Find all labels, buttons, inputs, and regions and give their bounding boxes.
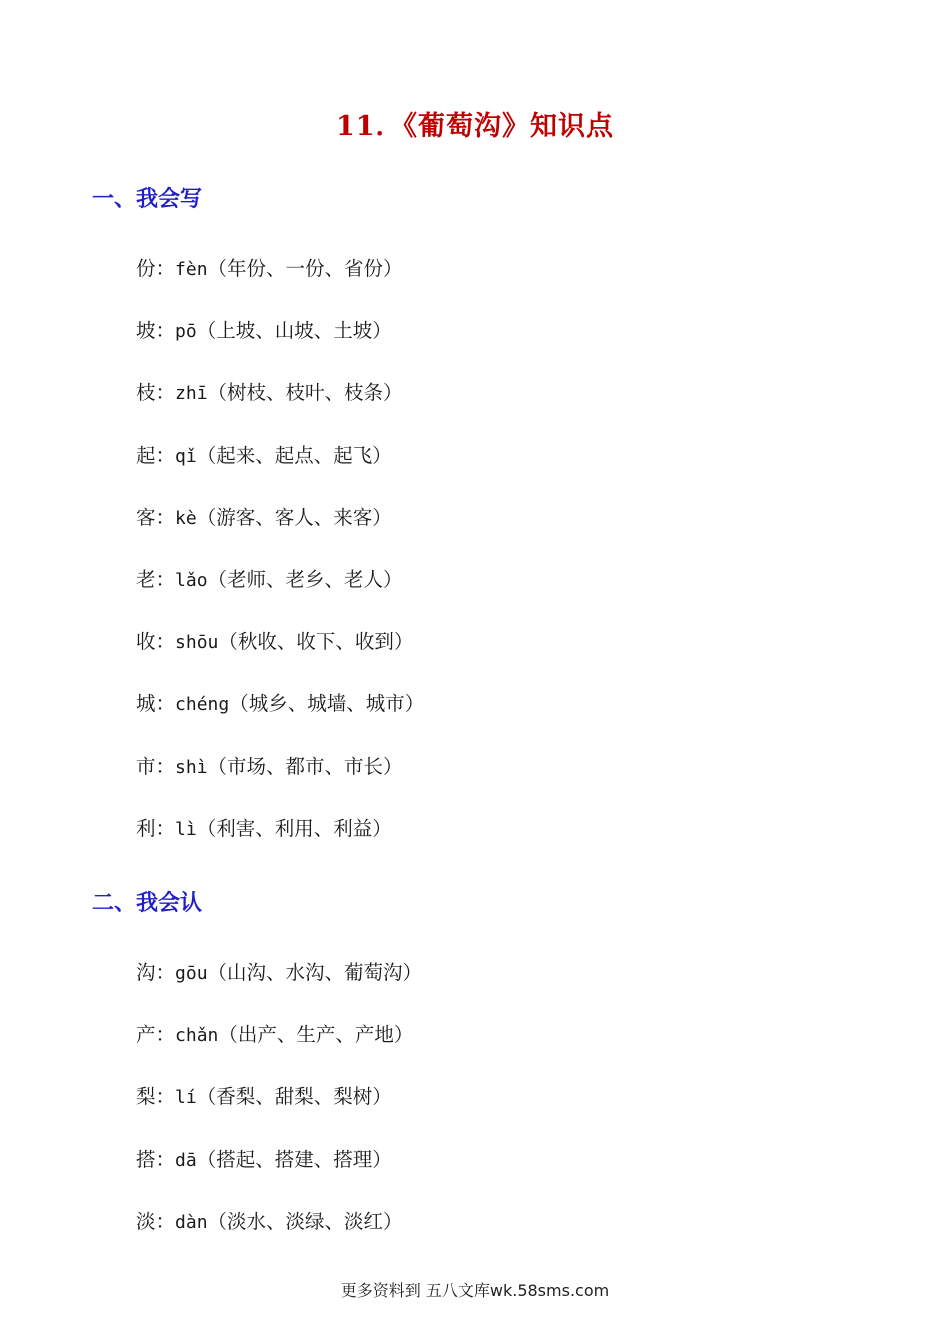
vocab-entry	[136, 503, 424, 565]
vocab-entry	[136, 378, 424, 440]
example-words: （出产、生产、产地）	[218, 1023, 414, 1047]
pinyin: qǐ	[175, 445, 197, 467]
vocab-entry	[136, 565, 424, 627]
character: 枝：	[136, 381, 176, 405]
footer-watermark-text: 更多资料到 五八文库wk.58sms.com	[340, 1281, 610, 1300]
vocab-entry	[136, 254, 424, 316]
pinyin: chéng	[175, 694, 230, 716]
pinyin: lì	[175, 818, 197, 840]
section-heading-recognize: 二、我会认	[92, 890, 203, 916]
vocab-entry	[136, 752, 424, 814]
example-words: （上坡、山坡、土坡）	[196, 319, 392, 343]
vocab-entry	[136, 1207, 422, 1269]
character: 份：	[136, 257, 176, 280]
example-words: （淡水、淡绿、淡红）	[207, 1209, 403, 1233]
example-words: （起来、起点、起飞）	[196, 443, 392, 467]
example-words: （搭起、搭建、搭理）	[196, 1147, 392, 1171]
pinyin: kè	[175, 507, 197, 529]
character: 老：	[136, 567, 176, 591]
vocab-entry	[136, 627, 424, 689]
vocab-entry	[136, 1145, 422, 1207]
example-words: （市场、都市、市长）	[207, 754, 403, 778]
pinyin: shì	[175, 756, 208, 778]
example-words: （年份、一份、省份）	[207, 257, 403, 280]
example-words: （秋收、收下、收到）	[218, 630, 414, 654]
example-words: （山沟、水沟、葡萄沟）	[207, 961, 423, 984]
section-heading-write: 一、我会写	[92, 186, 203, 212]
pinyin: gōu	[175, 963, 208, 984]
character: 利：	[136, 816, 176, 840]
vocab-entry	[136, 316, 424, 378]
vocab-entry	[136, 441, 424, 503]
pinyin: zhī	[175, 383, 208, 405]
character: 起：	[136, 443, 176, 467]
character: 沟：	[136, 961, 176, 984]
example-words: （老师、老乡、老人）	[207, 567, 403, 591]
character: 市：	[136, 754, 176, 778]
character: 淡：	[136, 1209, 176, 1233]
vocab-list-recognize	[136, 958, 422, 1269]
pinyin: shōu	[175, 632, 219, 654]
character: 收：	[136, 630, 176, 654]
example-words: （游客、客人、来客）	[196, 505, 392, 529]
character: 梨：	[136, 1085, 176, 1109]
vocab-entry	[136, 689, 424, 751]
character: 坡：	[136, 319, 176, 343]
vocab-entry	[136, 814, 424, 876]
pinyin: lǎo	[175, 569, 208, 591]
vocab-entry	[136, 958, 422, 1020]
pinyin: pō	[175, 321, 197, 343]
pinyin: chǎn	[175, 1025, 219, 1047]
pinyin: dàn	[175, 1211, 208, 1233]
character: 城：	[136, 692, 176, 716]
example-words: （城乡、城墙、城市）	[229, 692, 425, 716]
pinyin: lí	[175, 1087, 197, 1109]
page-title: 11．《葡萄沟》知识点	[335, 111, 615, 142]
vocab-entry	[136, 1082, 422, 1144]
character: 产：	[136, 1023, 176, 1047]
character: 客：	[136, 505, 176, 529]
example-words: （树枝、枝叶、枝条）	[207, 381, 403, 405]
example-words: （利害、利用、利益）	[196, 816, 392, 840]
vocab-list-write	[136, 254, 424, 876]
example-words: （香梨、甜梨、梨树）	[196, 1085, 392, 1109]
character: 搭：	[136, 1147, 176, 1171]
pinyin: dā	[175, 1149, 197, 1171]
vocab-entry	[136, 1020, 422, 1082]
pinyin: fèn	[175, 259, 208, 280]
